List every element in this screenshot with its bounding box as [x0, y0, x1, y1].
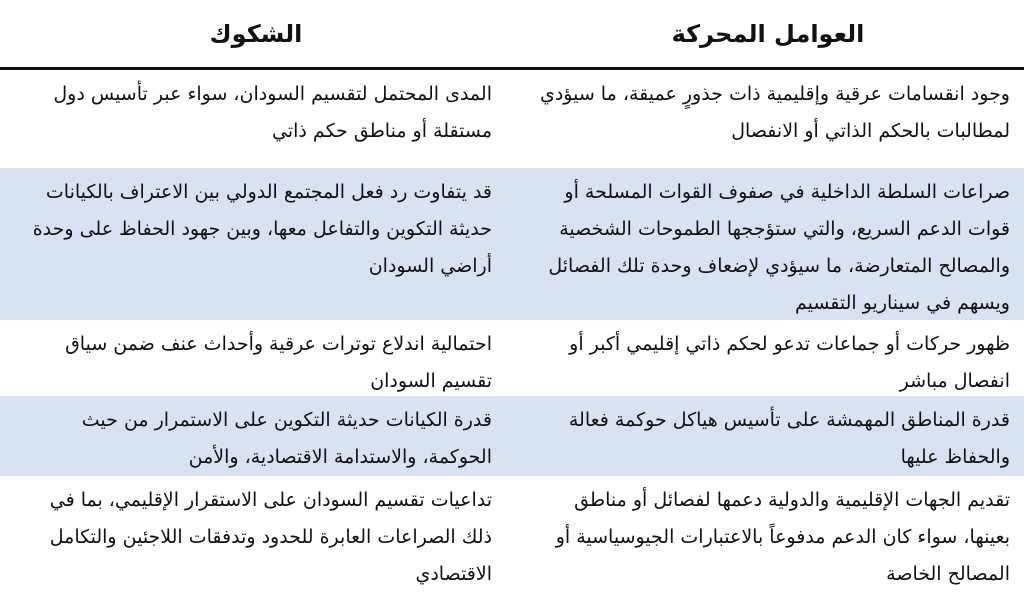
header-doubts: الشكوك	[209, 19, 303, 48]
driver-cell: وجود انقسامات عرقية وإقليمية ذات جذورٍ عميقة، ما سيؤدي لمطالبات بالحكم الذاتي أو الانفصال	[539, 83, 1010, 142]
driver-cell: صراعات السلطة الداخلية في صفوف القوات المسلحة أو قوات الدعم السريع، والتي ستؤججها الطموحات الشخصية والمصالح المتعارضة، ما سيؤدي لإضعاف وحدة تلك الفصائل ويسهم في سيناريو التقسيم	[548, 181, 1010, 314]
doubt-cell: احتمالية اندلاع توترات عرقية وأحداث عنف ضمن سياق تقسيم السودان	[65, 333, 492, 392]
doubt-cell: تداعيات تقسيم السودان على الاستقرار الإقليمي، بما في ذلك الصراعات العابرة للحدود وتدفقات اللاجئين والتكامل الاقتصادي	[49, 489, 492, 585]
table-header	[0, 0, 1024, 70]
driver-cell: قدرة المناطق المهمشة على تأسيس هياكل حوكمة فعالة والحفاظ عليها	[568, 409, 1010, 468]
table-row	[0, 168, 1024, 320]
table-row	[0, 320, 1024, 396]
driver-cell: ظهور حركات أو جماعات تدعو لحكم ذاتي إقليمي أكبر أو انفصال مباشر	[569, 333, 1010, 392]
doubt-cell: المدى المحتمل لتقسيم السودان، سواء عبر تأسيس دول مستقلة أو مناطق حكم ذاتي	[53, 83, 492, 142]
driver-cell: تقديم الجهات الإقليمية والدولية دعمها لفصائل أو مناطق بعينها، سواء كان الدعم مدفوعاً بالاعتبارات الجيوسياسية أو المصالح الخاصة	[555, 489, 1010, 585]
table-row	[0, 476, 1024, 592]
doubt-cell: قد يتفاوت رد فعل المجتمع الدولي بين الاعتراف بالكيانات حديثة التكوين والتفاعل معها، وبين جهود الحفاظ على وحدة أراضي السودان	[32, 181, 492, 277]
header-drivers: العوامل المحركة	[671, 19, 865, 48]
table-row	[0, 70, 1024, 168]
doubt-cell: قدرة الكيانات حديثة التكوين على الاستمرار من حيث الحوكمة، والاستدامة الاقتصادية، والأمن	[81, 409, 492, 468]
table-row	[0, 396, 1024, 476]
